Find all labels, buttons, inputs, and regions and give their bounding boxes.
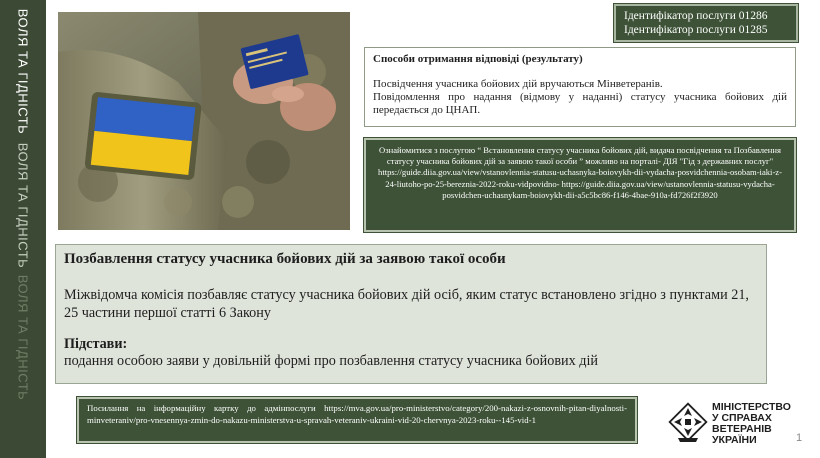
ministry-name-line-1: МІНІСТЕРСТВО — [712, 401, 791, 413]
ministry-emblem-icon — [668, 402, 708, 444]
soldier-photo-illustration — [58, 12, 350, 230]
service-id-1: Ідентифікатор послуги 01286 — [624, 10, 768, 22]
side-motto-3: ВОЛЯ ТА ГІДНІСТЬ — [15, 274, 31, 401]
section-body: Міжвідомча комісія позбавляє статусу учасника бойових дій осіб, яким статус встановлено згідно з пунктами 21, 25 частини першої статті 6 Закону — [64, 287, 749, 321]
side-band — [0, 0, 46, 458]
info-card-link-box[interactable] — [77, 397, 637, 443]
result-methods-line-1: Посвідчення учасника бойових дій вручаються Мінветеранів. — [373, 78, 663, 90]
side-motto-2: ВОЛЯ ТА ГІДНІСТЬ — [15, 142, 31, 269]
ministry-name-line-3: ВЕТЕРАНІВ — [712, 423, 772, 435]
service-id-2: Ідентифікатор послуги 01285 — [624, 24, 768, 36]
service-info-text[interactable]: Ознайомитися з послугою “ Встановлення статусу учасника бойових дій, видача посвідчення та Позбавлення статусу учасника бойових дій за заявою такої особи ” можливо на порталі- ДІЯ "Гід з державних послуг" https://guide.diia.gov.ua/view/vstanovlennia-statusu-uchasnyka-boiovykh-dii-vydacha-posvidchennia-osobam-iaki-z-24-liutoho-po-25-bereznia-2022-roku-vidpovidno- https://guide.diia.gov.ua/view/ustanovlennia-statusu-vydacha-posvidchen-uchasnykam-boiovykh-dii-a5c5bc86-f146-4bae-910a-fd726f2f3920 — [378, 145, 782, 200]
ministry-name-line-2: У СПРАВАХ — [712, 412, 772, 424]
result-methods-line-2: Повідомлення про надання (відмову у наданні) статусу учасника бойових дій передається до ЦНАП. — [373, 91, 787, 116]
ministry-logo — [668, 400, 798, 446]
ministry-name-line-4: УКРАЇНИ — [712, 434, 757, 446]
basis-label: Підстави: — [64, 336, 128, 352]
info-card-link[interactable]: Посилання на інформаційну картку до адмінпослуги https://mva.gov.ua/pro-ministerstvo/category/200-nakazi-z-osnovnih-pitan-diyalnosti-minveteraniv/pro-vnesennya-zmin-do-nakazu-ministerstva-u-spravah-veteraniv-ukraini-vid-20-chervnya-2023-roku--145-vid-1 — [87, 403, 627, 425]
result-methods-box — [364, 47, 796, 127]
page-number: 1 — [796, 432, 803, 444]
ministry-name — [712, 402, 791, 446]
side-motto-1: ВОЛЯ ТА ГІДНІСТЬ — [15, 8, 31, 135]
main-content-box — [55, 244, 767, 384]
soldier-photo — [58, 12, 350, 230]
service-id-box — [614, 4, 798, 42]
result-methods-title: Способи отримання відповіді (результату) — [373, 53, 583, 65]
service-info-box[interactable] — [364, 138, 796, 232]
basis-text: подання особою заяви у довільній формі про позбавлення статусу учасника бойових дій — [64, 353, 599, 369]
section-heading: Позбавлення статусу учасника бойових дій за заявою такої особи — [64, 251, 506, 267]
